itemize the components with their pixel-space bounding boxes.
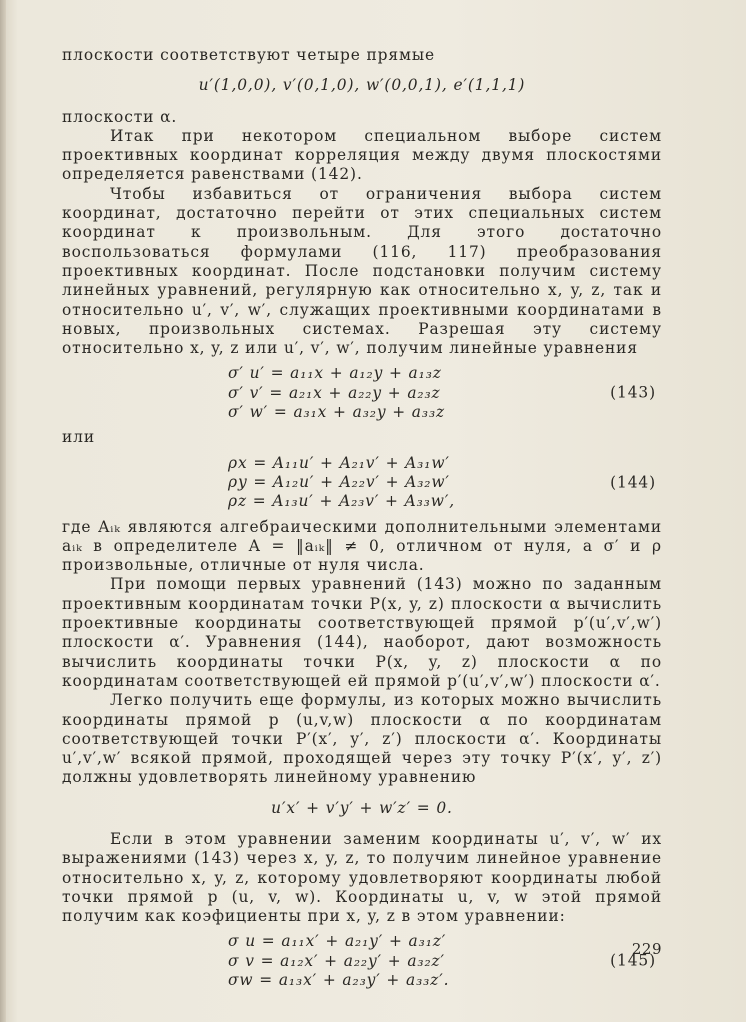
equation-row: σ u = a₁₁x′ + a₂₁y′ + a₃₁z′: [228, 932, 447, 951]
paragraph-5: Легко получить еще формулы, из которых можно вычислить координаты прямой p (u,v,w) плоскости α по координатам соответствующей точки P′(x′, y′, z′) плоскости α′. Координаты u′,v′,w′ всякой прямой, проходящей через эту точку P′(x′, y′, z′) должны удовлетворять линейному уравнению: [62, 691, 662, 787]
equation-row: ρz = A₁₃u′ + A₂₃v′ + A₃₃w′,: [228, 492, 456, 511]
equation-143: [62, 364, 662, 422]
page-text-body: [62, 46, 662, 996]
equation-number: (145): [610, 951, 656, 970]
equation-145: [62, 932, 662, 990]
equation-row: σ′ u′ = a₁₁x + a₁₂y + a₁₃z: [228, 364, 442, 383]
paragraph-6: Если в этом уравнении заменим координаты u′, v′, w′ их выражениями (143) через x, y, z, то получим линейное уравнение относительно x, y, z, которому удовлетворяют координаты любой точки прямой p (u, v, w). Координаты u, v, w этой прямой получим как коэфициенты при x, y, z в этом уравнении:: [62, 829, 662, 926]
text-line-2: плоскости α.: [62, 107, 178, 126]
or-word: или: [62, 428, 95, 447]
equation-row: σ′ v′ = a₂₁x + a₂₂y + a₂₃z: [228, 383, 441, 402]
incidence-equation: u′x′ + v′y′ + w′z′ = 0.: [271, 798, 453, 817]
paragraph-3: где Aᵢₖ являются алгебраическими дополнительными элементами aᵢₖ в определителе A = ‖aᵢₖ‖ ≠ 0, отличном от нуля, а σ′ и ρ произвольные, отличные от нуля числа.: [62, 517, 662, 575]
points-formula: u′(1,0,0), v′(0,1,0), w′(0,0,1), e′(1,1,1): [198, 76, 526, 95]
equation-row: ρy = A₁₂u′ + A₂₂v′ + A₃₂w′: [228, 472, 450, 491]
equation-144: [62, 454, 662, 512]
text-line-1: плоскости соответствуют четыре прямые: [62, 46, 436, 64]
equation-number: (144): [610, 472, 656, 491]
paragraph-4: При помощи первых уравнений (143) можно по заданным проективным координатам точки P(x, y, z) плоскости α вычислить проективные координаты соответствующей прямой p′(u′,v′,w′) плоскости α′. Уравнения (144), наоборот, дают возможность вычислить координаты точки P(x, y, z) плоскости α по координатам соответствующей ей прямой p′(u′,v′,w′) плоскости α′.: [62, 575, 662, 690]
equation-row: σ′ w′ = a₃₁x + a₃₂y + a₃₃z: [228, 403, 446, 422]
equation-number: (143): [610, 383, 656, 402]
page-number: 229: [631, 940, 662, 958]
page-spine-shadow: [0, 0, 6, 1022]
equation-row: ρx = A₁₁u′ + A₂₁v′ + A₃₁w′: [228, 453, 450, 472]
equation-row: σw = a₁₃x′ + a₂₃y′ + a₃₃z′.: [228, 971, 450, 990]
equation-row: σ v = a₁₂x′ + a₂₂y′ + a₃₂z′: [228, 951, 445, 970]
paragraph-2: Чтобы избавиться от ограничения выбора систем координат, достаточно перейти от этих специальных систем координат к произвольным. Для этого достаточно воспользоваться формулами (116, 117) преобразования проективных координат. После подстановки получим систему линейных уравнений, регулярную как относительно x, y, z, так и относительно u′, v′, w′, служащих проективными координатами в новых, произвольных системах. Разрешая эту систему относительно x, y, z или u′, v′, w′, получим линейные уравнения: [62, 184, 662, 358]
paragraph-1: Итак при некотором специальном выборе систем проективных координат корреляция между двумя плоскостями определяется равенствами (142).: [62, 126, 662, 184]
